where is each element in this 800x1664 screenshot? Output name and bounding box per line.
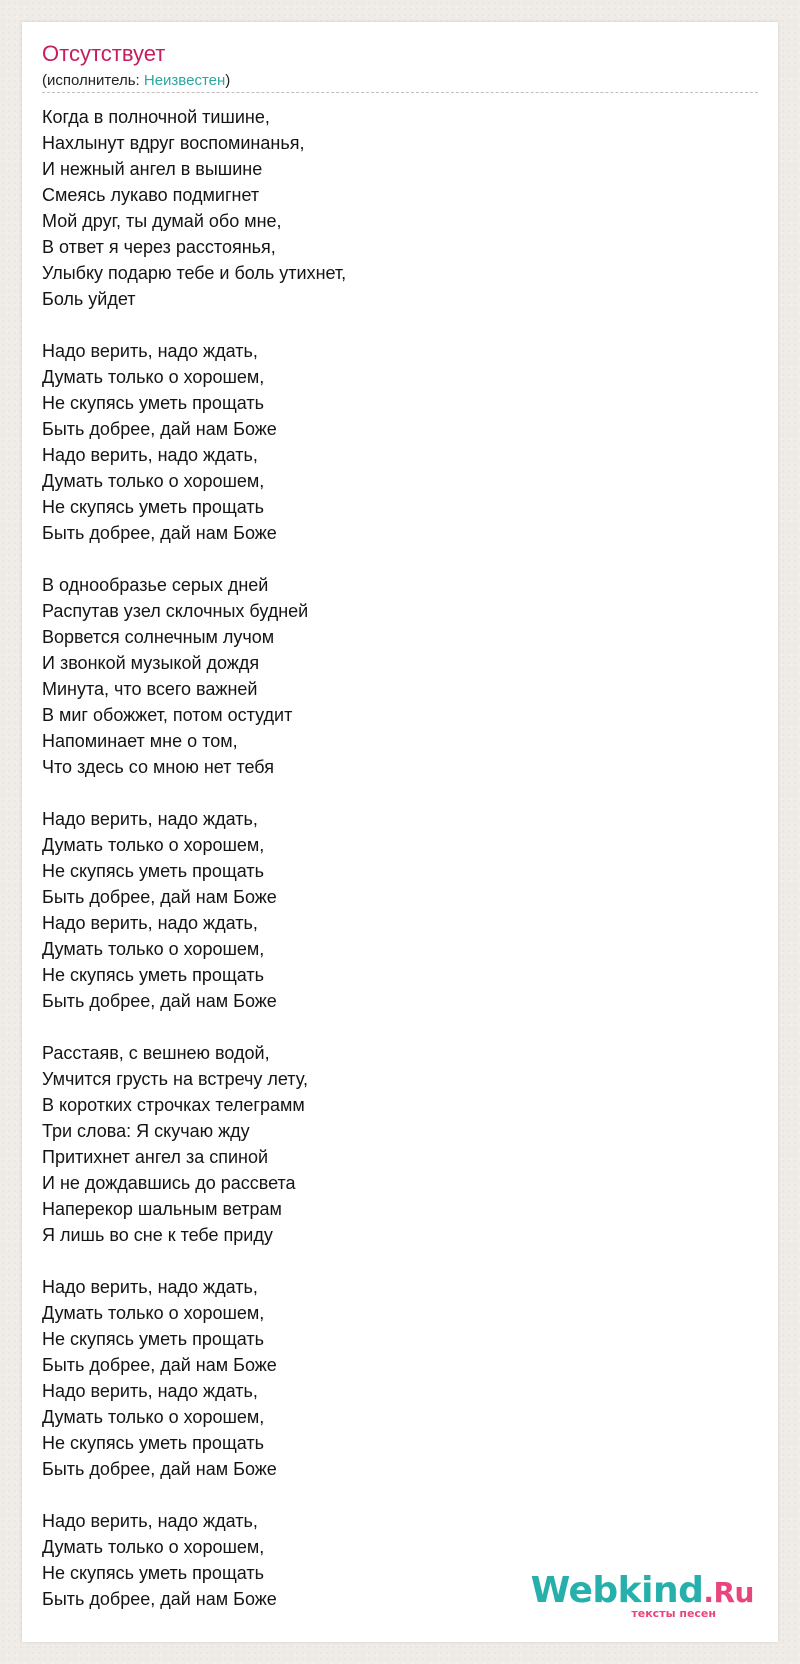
lyric-line: Надо верить, надо ждать, — [42, 1511, 258, 1531]
lyric-line: Что здесь со мною нет тебя — [42, 757, 274, 777]
lyric-line: Надо верить, надо ждать, — [42, 809, 258, 829]
lyric-line: В миг обожжет, потом остудит — [42, 705, 293, 725]
stanza-gap — [42, 1014, 742, 1040]
lyric-line: В однообразье серых дней — [42, 575, 269, 595]
lyric-line: Минута, что всего важней — [42, 679, 258, 699]
webkind-logo — [530, 1570, 754, 1620]
lyric-line: Быть добрее, дай нам Боже — [42, 419, 277, 439]
lyric-line: Думать только о хорошем, — [42, 939, 265, 959]
lyric-line: Притихнет ангел за спиной — [42, 1147, 269, 1167]
lyric-line: Я лишь во сне к тебе приду — [42, 1225, 273, 1245]
lyric-line: Не скупясь уметь прощать — [42, 1563, 264, 1583]
lyric-line: Не скупясь уметь прощать — [42, 497, 264, 517]
lyric-line: Быть добрее, дай нам Боже — [42, 1589, 277, 1609]
lyric-line: Быть добрее, дай нам Боже — [42, 991, 277, 1011]
lyric-line: Думать только о хорошем, — [42, 1537, 265, 1557]
stanza-gap — [42, 1248, 742, 1274]
lyric-line: Умчится грусть на встречу лету, — [42, 1069, 308, 1089]
stanza — [42, 806, 742, 1014]
lyric-line: В ответ я через расстоянья, — [42, 237, 276, 257]
lyric-line: Мой друг, ты думай обо мне, — [42, 211, 282, 231]
lyric-line: Быть добрее, дай нам Боже — [42, 1355, 277, 1375]
lyric-line: Боль уйдет — [42, 289, 136, 309]
lyric-line: Три слова: Я скучаю жду — [42, 1121, 250, 1141]
lyric-line: Быть добрее, дай нам Боже — [42, 887, 277, 907]
lyric-line: Нахлынут вдруг воспоминанья, — [42, 133, 305, 153]
stanza-gap — [42, 312, 742, 338]
logo-brand: Webkind — [530, 1570, 704, 1611]
lyric-line: Не скупясь уметь прощать — [42, 861, 264, 881]
logo-tagline: тексты песен — [631, 1607, 716, 1620]
logo-tld: .Ru — [703, 1576, 754, 1609]
lyric-line: Думать только о хорошем, — [42, 367, 265, 387]
song-title: Отсутствует — [42, 41, 166, 66]
lyric-line: Думать только о хорошем, — [42, 1303, 265, 1323]
stanza — [42, 104, 742, 312]
lyric-line: Не скупясь уметь прощать — [42, 393, 264, 413]
lyric-line: Распутав узел склочных будней — [42, 601, 309, 621]
stanza-gap — [42, 546, 742, 572]
lyric-line: Не скупясь уметь прощать — [42, 1329, 264, 1349]
lyric-line: Напоминает мне о том, — [42, 731, 238, 751]
lyric-line: И не дождавшись до рассвета — [42, 1173, 296, 1193]
lyric-line: Улыбку подарю тебе и боль утихнет, — [42, 263, 347, 283]
logo-wordmark — [530, 1570, 754, 1611]
lyric-line: Быть добрее, дай нам Боже — [42, 1459, 277, 1479]
stanza — [42, 338, 742, 546]
lyrics-card — [22, 22, 778, 1642]
lyric-line: Когда в полночной тишине, — [42, 107, 270, 127]
lyric-line: Ворвется солнечным лучом — [42, 627, 275, 647]
artist-line — [42, 72, 230, 90]
lyric-line: В коротких строчках телеграмм — [42, 1095, 305, 1115]
stanza — [42, 572, 742, 780]
lyric-line: Не скупясь уметь прощать — [42, 1433, 264, 1453]
lyric-line: Надо верить, надо ждать, — [42, 445, 258, 465]
lyric-line: Надо верить, надо ждать, — [42, 913, 258, 933]
stanza — [42, 1040, 742, 1248]
lyric-line: И нежный ангел в вышине — [42, 159, 263, 179]
stanza — [42, 1274, 742, 1482]
lyrics-body — [42, 104, 742, 1612]
lyric-line: И звонкой музыкой дождя — [42, 653, 260, 673]
lyric-line: Надо верить, надо ждать, — [42, 341, 258, 361]
stanza-gap — [42, 780, 742, 806]
lyric-line: Думать только о хорошем, — [42, 835, 265, 855]
lyric-line: Думать только о хорошем, — [42, 471, 265, 491]
lyric-line: Не скупясь уметь прощать — [42, 965, 264, 985]
artist-link[interactable]: Неизвестен — [143, 72, 226, 89]
lyric-line: Наперекор шальным ветрам — [42, 1199, 282, 1219]
lyric-line: Думать только о хорошем, — [42, 1407, 265, 1427]
lyric-line: Надо верить, надо ждать, — [42, 1381, 258, 1401]
lyric-line: Расстаяв, с вешнею водой, — [42, 1043, 270, 1063]
lyric-line: Смеясь лукаво подмигнет — [42, 185, 260, 205]
stanza-gap — [42, 1482, 742, 1508]
artist-prefix: (исполнитель: — [42, 72, 144, 89]
lyric-line: Надо верить, надо ждать, — [42, 1277, 258, 1297]
lyric-line: Быть добрее, дай нам Боже — [42, 523, 277, 543]
dashed-divider — [42, 92, 758, 93]
artist-suffix: ) — [225, 72, 231, 89]
